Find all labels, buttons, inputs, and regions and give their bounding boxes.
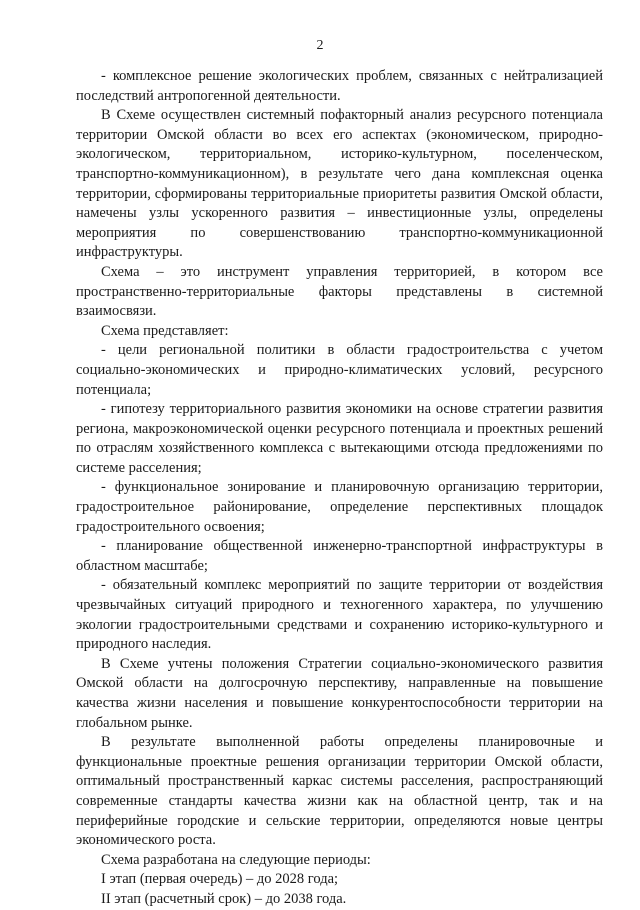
list-item-protection-measures: - обязательный комплекс мероприятий по защите территории от воздействия чрезвычайных ситуаций природного и техногенного характера, по улучшению экологии градостроительными средствами и сохранению историко-культурного и природного наследия. (76, 577, 603, 653)
list-item-development-hypothesis: - гипотезу территориального развития экономики на основе стратегии развития региона, макроэкономической оценки ресурсного потенциала и проектных решений по отраслям хозяйственного комплекса с вытекающими отсюда предложениями по системе расселения; (76, 401, 603, 476)
page-number: 2 (316, 38, 324, 53)
paragraph-resource-analysis: В Схеме осуществлен системный пофакторный анализ ресурсного потенциала территории Омской области во всех его аспектах (экономическом, природно-экологическом, территориальном, историко-культурном, поселенческом, транспортно-коммуникационном), в результате чего дана комплексная оценка территории, сформированы территориальные приоритеты развития Омской области, намечены узлы ускоренного развития – инвестиционные узлы, определены мероприятия по совершенствованию транспортно-коммуникационной инфраструктуры. (76, 107, 603, 261)
paragraph-ecology: - комплексное решение экологических проблем, связанных с нейтрализацией последствий антропогенной деятельности. (76, 68, 603, 104)
list-item-infrastructure-planning: - планирование общественной инженерно-транспортной инфраструктуры в областном масштабе; (76, 538, 603, 574)
period-stage-1: I этап (первая очередь) – до 2028 года; (101, 871, 339, 888)
document-body (76, 67, 603, 910)
list-item-regional-policy: - цели региональной политики в области градостроительства с учетом социально-экономических и природно-климатических условий, ресурсного потенциала; (76, 342, 603, 398)
list-item-functional-zoning: - функциональное зонирование и планировочную организацию территории, градостроительное районирование, определение перспективных площадок градостроительного освоения; (76, 479, 603, 535)
paragraph-results: В результате выполненной работы определены планировочные и функциональные проектные решения организации территории Омской области, оптимальный пространственный каркас системы расселения, распространяющий современные стандарты качества жизни как на областной центр, так и на периферийные городские и сельские территории, определяются новые центры экономического роста. (76, 734, 603, 849)
paragraph-strategy: В Схеме учтены положения Стратегии социально-экономического развития Омской области на долгосрочную перспективу, направленные на повышение качества жизни населения и повышение конкурентоспособности территории на глобальном рынке. (76, 655, 603, 731)
paragraph-periods-intro: Схема разработана на следующие периоды: (101, 851, 371, 868)
period-stage-2: II этап (расчетный срок) – до 2038 года. (101, 890, 347, 907)
paragraph-scheme-presents: Схема представляет: (101, 322, 229, 339)
paragraph-scheme-definition: Схема – это инструмент управления территорией, в котором все пространственно-территориальные факторы представлены в системной взаимосвязи. (76, 263, 603, 320)
